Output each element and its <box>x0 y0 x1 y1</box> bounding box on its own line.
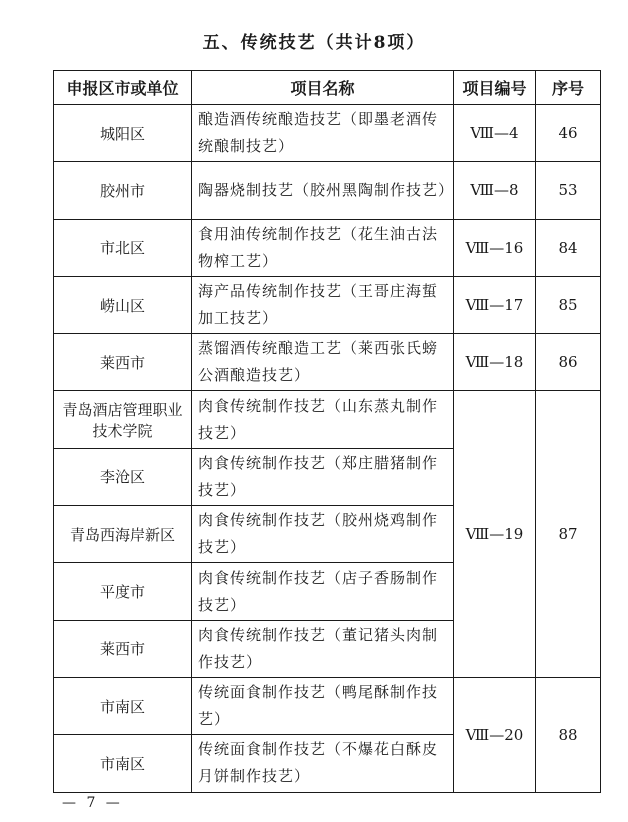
cell-seq: 46 <box>536 105 601 162</box>
cell-name: 肉食传统制作技艺（董记猪头肉制作技艺） <box>192 620 454 677</box>
cell-name: 海产品传统制作技艺（王哥庄海蜇加工技艺） <box>192 276 454 333</box>
table-row <box>54 677 601 734</box>
cell-unit: 市南区 <box>54 677 192 734</box>
cell-code: Ⅷ—20 <box>454 677 536 792</box>
table-row <box>54 219 601 276</box>
cell-name: 食用油传统制作技艺（花生油古法物榨工艺） <box>192 219 454 276</box>
cell-unit: 崂山区 <box>54 276 192 333</box>
cell-name: 传统面食制作技艺（鸭尾酥制作技艺） <box>192 677 454 734</box>
cell-code: Ⅷ—19 <box>454 391 536 677</box>
table-row <box>54 105 601 162</box>
section-title: 五、传统技艺（共计8项） <box>202 33 426 53</box>
cell-code: Ⅷ—16 <box>454 219 536 276</box>
cell-name: 肉食传统制作技艺（郑庄腊猪制作技艺） <box>192 448 454 505</box>
cell-name: 酿造酒传统酿造技艺（即墨老酒传统酿制技艺） <box>192 105 454 162</box>
table-row <box>54 391 601 448</box>
cell-code: Ⅷ—8 <box>454 162 536 219</box>
cell-unit: 城阳区 <box>54 105 192 162</box>
cell-seq: 84 <box>536 219 601 276</box>
table-header-row <box>54 71 601 105</box>
page-number: — 7 — <box>62 795 123 811</box>
cell-name: 肉食传统制作技艺（店子香肠制作技艺） <box>192 563 454 620</box>
table-row <box>54 334 601 391</box>
cell-name: 陶器烧制技艺（胶州黑陶制作技艺） <box>192 162 454 219</box>
cell-unit: 李沧区 <box>54 448 192 505</box>
cell-unit: 胶州市 <box>54 162 192 219</box>
cell-seq: 86 <box>536 334 601 391</box>
cell-code: Ⅷ—4 <box>454 105 536 162</box>
cell-name: 蒸馏酒传统酿造工艺（莱西张氏螃公酒酿造技艺） <box>192 334 454 391</box>
cell-unit: 青岛酒店管理职业技术学院 <box>54 391 192 448</box>
cell-seq: 53 <box>536 162 601 219</box>
cell-seq: 87 <box>536 391 601 677</box>
cell-name: 传统面食制作技艺（不爆花白酥皮月饼制作技艺） <box>192 735 454 792</box>
header-seq: 序号 <box>536 71 601 105</box>
cell-unit: 市北区 <box>54 219 192 276</box>
cell-seq: 88 <box>536 677 601 792</box>
cell-unit: 青岛西海岸新区 <box>54 506 192 563</box>
table-row <box>54 162 601 219</box>
header-unit: 申报区市或单位 <box>54 71 192 105</box>
cell-name: 肉食传统制作技艺（胶州烧鸡制作技艺） <box>192 506 454 563</box>
header-code: 项目编号 <box>454 71 536 105</box>
cell-unit: 平度市 <box>54 563 192 620</box>
heritage-table <box>53 70 601 793</box>
cell-code: Ⅷ—17 <box>454 276 536 333</box>
cell-seq: 85 <box>536 276 601 333</box>
header-name: 项目名称 <box>192 71 454 105</box>
cell-unit: 莱西市 <box>54 620 192 677</box>
cell-code: Ⅷ—18 <box>454 334 536 391</box>
cell-unit: 莱西市 <box>54 334 192 391</box>
cell-unit: 市南区 <box>54 735 192 792</box>
table-row <box>54 276 601 333</box>
cell-name: 肉食传统制作技艺（山东蒸丸制作技艺） <box>192 391 454 448</box>
